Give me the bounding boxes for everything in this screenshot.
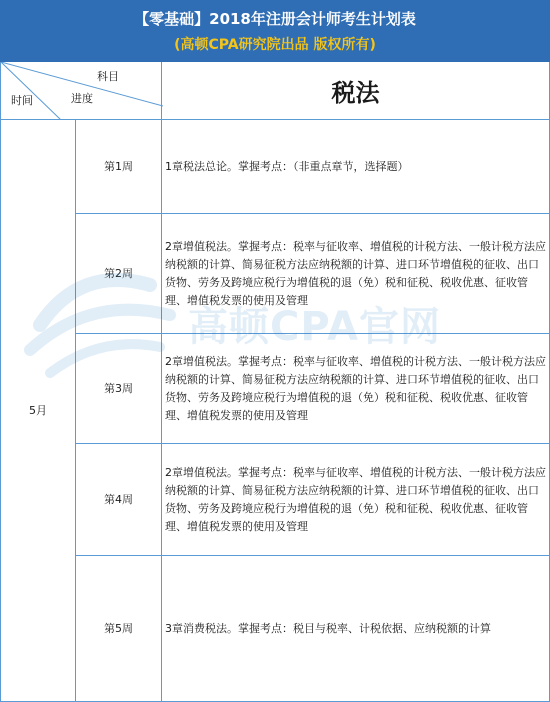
- content-cell: [162, 120, 550, 214]
- month-label: 5月: [29, 403, 47, 417]
- watermark-text: 高顿CPA官网: [188, 304, 441, 350]
- week-content: 2章增值税法。掌握考点：税率与征收率、增值税的计税方法、一般计税方法应纳税额的计算、简易征税方法应纳税额的计算、进口环节增值税的征收、出口货物、劳务及跨境应税行为增值税的退（免）税和征税、税收优惠、征收管理、增值税发票的使用及管理: [165, 465, 546, 533]
- week-content: 3章消费税法。掌握考点：税目与税率、计税依据、应纳税额的计算: [165, 621, 491, 635]
- month-cell: [0, 120, 76, 702]
- schedule-table: [0, 62, 550, 702]
- week-label: 第4周: [104, 492, 133, 506]
- subject-header-cell: [162, 62, 550, 120]
- content-cell: [162, 556, 550, 702]
- content-cell: [162, 334, 550, 444]
- week-content: 2章增值税法。掌握考点：税率与征收率、增值税的计税方法、一般计税方法应纳税额的计算、简易征税方法应纳税额的计算、进口环节增值税的征收、出口货物、劳务及跨境应税行为增值税的退（免）税和征税、税收优惠、征收管理、增值税发票的使用及管理: [165, 239, 546, 307]
- progress-axis-label: 进度: [71, 92, 93, 105]
- week-cell: [76, 444, 162, 556]
- content-cell: [162, 214, 550, 334]
- page-title: 【零基础】2018年注册会计师考生计划表: [134, 10, 416, 28]
- subject-name: 税法: [331, 79, 380, 107]
- week-label: 第2周: [104, 266, 133, 280]
- week-cell: [76, 556, 162, 702]
- corner-header-cell: [0, 62, 162, 120]
- week-label: 第1周: [104, 159, 133, 173]
- week-cell: [76, 214, 162, 334]
- week-label: 第5周: [104, 621, 133, 635]
- time-axis-label: 时间: [11, 94, 33, 107]
- page-header: [0, 0, 550, 62]
- week-content: 2章增值税法。掌握考点：税率与征收率、增值税的计税方法、一般计税方法应纳税额的计算、简易征税方法应纳税额的计算、进口环节增值税的征收、出口货物、劳务及跨境应税行为增值税的退（免）税和征税、税收优惠、征收管理、增值税发票的使用及管理: [165, 354, 546, 422]
- week-content: 1章税法总论。掌握考点：（非重点章节，选择题）: [165, 159, 409, 173]
- week-label: 第3周: [104, 381, 133, 395]
- subject-axis-label: 科目: [97, 70, 119, 83]
- content-cell: [162, 444, 550, 556]
- week-cell: [76, 334, 162, 444]
- page-subtitle: (高顿CPA研究院出品 版权所有): [174, 37, 376, 53]
- week-cell: [76, 120, 162, 214]
